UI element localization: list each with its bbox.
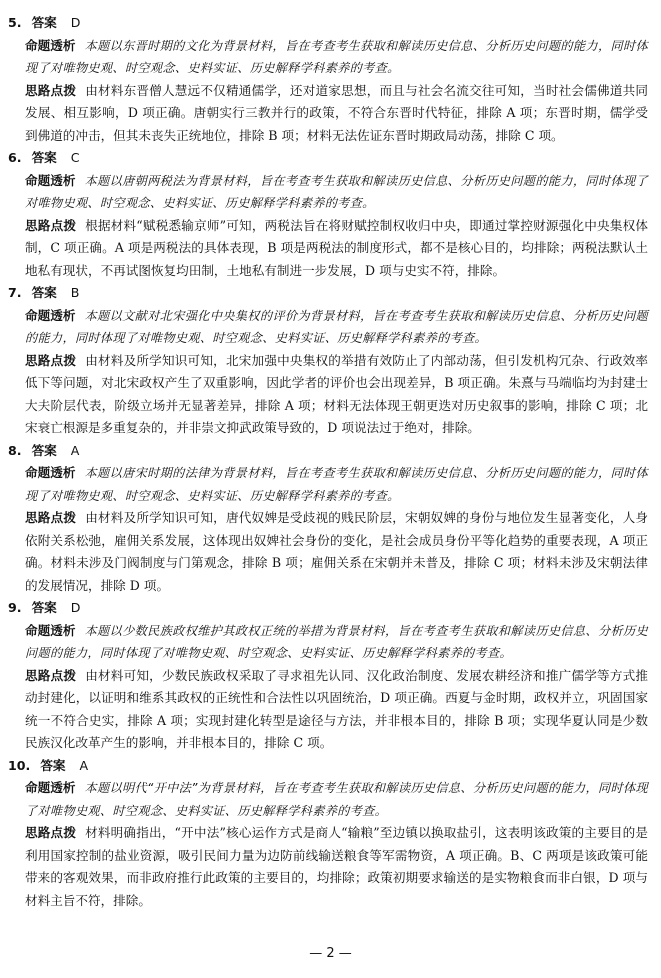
approach-text: 材料明确指出，“开中法”核心运作方式是商人“输粮”至边镇以换取盐引，这表明该政策的主要目的是利用国家控制的盐业资源，吸引民间力量为边防前线输送粮食等军需物资，A 项正确。B、C 两项是该政策可能带来的客观效果，而非政府推行此政策的主要目的，均排除；政策初期要求输送的是实物粮食而非白银，D 项与材料主旨不符，排除。 <box>25 825 648 908</box>
analysis-text: 本题以文献对北宋强化中央集权的评价为背景材料，旨在考查考生获取和解读历史信息、分析历史问题的能力，同时体现了对唯物史观、时空观念、史料实证、历史解释学科素养的考查。 <box>25 308 648 345</box>
question-number: 7. <box>8 285 22 300</box>
approach-label: 思路点拨 <box>25 352 77 368</box>
analysis-text: 本题以唐宋时期的法律为背景材料，旨在考查考生获取和解读历史信息、分析历史问题的能力，同时体现了对唯物史观、时空观念、史料实证、历史解释学科素养的考查。 <box>25 466 648 503</box>
analysis-paragraph <box>25 35 648 80</box>
analysis-label: 命题透析 <box>25 172 76 188</box>
analysis-label: 命题透析 <box>25 307 76 323</box>
answer-label: 答案 <box>40 757 66 773</box>
approach-paragraph <box>25 80 648 148</box>
analysis-paragraph <box>25 462 648 507</box>
question-header <box>8 440 648 463</box>
analysis-text: 本题以明代“开中法”为背景材料，旨在考查考生获取和解读历史信息、分析历史问题的能力，同时体现了对唯物史观、时空观念、史料实证、历史解释学科素养的考查。 <box>25 781 648 818</box>
approach-text: 由材料可知，少数民族政权采取了寻求祖先认同、汉化政治制度、发展农耕经济和推广儒学等方式推动封建化，以证明和维系其政权的正统性和合法性以巩固统治，D 项正确。西夏与金时期，政权并立，巩固国家统一不符合史实，排除 A 项；实现封建化转型是途径与方法，并非根本目的，排除 B 项；实现华夏认同是少数民族汉化改革产生的影响，并非根本目的，排除 C 项。 <box>25 667 649 750</box>
question-block <box>8 755 648 913</box>
approach-label: 思路点拨 <box>25 667 77 683</box>
answer-value: B <box>70 285 80 300</box>
analysis-paragraph <box>25 170 648 215</box>
question-number: 10. <box>8 757 31 773</box>
analysis-paragraph <box>25 305 648 350</box>
approach-label: 思路点拨 <box>25 510 77 525</box>
question-block <box>8 147 648 282</box>
approach-paragraph <box>25 350 648 440</box>
analysis-text: 本题以唐朝两税法为背景材料，旨在考查考生获取和解读历史信息、分析历史问题的能力，同时体现了对唯物史观、时空观念、史料实证、历史解释学科素养的考查。 <box>25 173 648 210</box>
approach-text: 由材料及所学知识可知，北宋加强中央集权的举措有效防止了内部动荡，但引发机构冗杂、行政效率低下等问题，对北宋政权产生了双重影响，因此学者的评价也会出现差异，B 项正确。朱熹与马端临均为封建士大夫阶层代表，阶级立场并无显著差异，排除 A 项；材料无法体现王朝更迭对历史叙事的影响，排除 C 项；北宋衰亡根源是多重复杂的，并非崇文抑武政策导致的，D 项说法过于绝对，排除。 <box>25 352 649 435</box>
question-header <box>8 282 648 305</box>
analysis-label: 命题透析 <box>25 622 76 638</box>
approach-label: 思路点拨 <box>25 82 77 98</box>
question-block <box>8 440 648 598</box>
approach-paragraph <box>25 665 648 755</box>
approach-text: 由材料东晋僧人慧远不仅精通儒学，还对道家思想，而且与社会名流交往可知，当时社会儒佛道共同发展、相互影响，D 项正确。唐朝实行三教并行的政策，不符合东晋时代特征，排除 A 项；东晋时期，儒学受到佛道的冲击，但其未丧失正统地位，排除 B 项；材料无法佐证东晋时期政局动荡，排除 C 项。 <box>25 82 649 143</box>
analysis-paragraph <box>25 777 648 822</box>
question-number: 6. <box>8 150 22 165</box>
page-number: — 2 — <box>309 946 352 961</box>
answer-value: C <box>70 150 80 165</box>
question-block <box>8 597 648 755</box>
question-header <box>8 147 648 170</box>
question-number: 8. <box>8 442 22 458</box>
approach-text: 根据材料“赋税悉输京师”可知，两税法旨在将财赋控制权收归中央，即通过掌控财源强化中央集权体制，C 项正确。A 项是两税法的具体表现，B 项是两税法的制度形式，都不是核心目的，均排除；两税法默认土地私有现状，不再试图恢复均田制，土地私有制进一步发展，D 项与史实不符，排除。 <box>25 217 649 278</box>
answer-value: D <box>70 15 81 30</box>
question-block <box>8 282 648 440</box>
question-number: 5. <box>8 15 22 30</box>
approach-label: 思路点拨 <box>25 825 77 840</box>
analysis-text: 本题以东晋时期的文化为背景材料，旨在考查考生获取和解读历史信息、分析历史问题的能力，同时体现了对唯物史观、时空观念、史料实证、历史解释学科素养的考查。 <box>25 38 648 75</box>
question-header <box>8 597 648 620</box>
answer-label: 答案 <box>31 442 57 458</box>
answer-document <box>8 12 648 912</box>
analysis-text: 本题以少数民族政权维护其政权正统的举措为背景材料，旨在考查考生获取和解读历史信息、分析历史问题的能力，同时体现了对唯物史观、时空观念、史料实证、历史解释学科素养的考查。 <box>25 623 648 660</box>
answer-label: 答案 <box>31 285 57 300</box>
answer-value: D <box>70 600 81 615</box>
question-header <box>8 12 648 35</box>
approach-label: 思路点拨 <box>25 217 77 233</box>
answer-value: A <box>70 442 80 458</box>
analysis-label: 命题透析 <box>25 465 76 480</box>
answer-label: 答案 <box>31 600 57 615</box>
answer-value: A <box>79 757 89 773</box>
approach-paragraph <box>25 822 648 912</box>
answer-label: 答案 <box>31 150 57 165</box>
approach-text: 由材料及所学知识可知，唐代奴婢是受歧视的贱民阶层，宋朝奴婢的身份与地位发生显著变化，人身依附关系松弛，雇佣关系发展，这体现出奴婢社会身份的变化，是社会成员身份平等化趋势的重要表现，A 项正确。材料未涉及门阀制度与门第观念，排除 B 项；雇佣关系在宋朝并未普及，排除 C 项；材料未涉及宋朝法律的发展情况，排除 D 项。 <box>25 510 649 593</box>
analysis-label: 命题透析 <box>25 780 76 795</box>
answer-label: 答案 <box>31 15 57 30</box>
question-block <box>8 12 648 147</box>
analysis-label: 命题透析 <box>25 37 76 53</box>
analysis-paragraph <box>25 620 648 665</box>
approach-paragraph <box>25 507 648 597</box>
question-number: 9. <box>8 600 22 615</box>
question-header <box>8 755 648 778</box>
approach-paragraph <box>25 215 648 283</box>
